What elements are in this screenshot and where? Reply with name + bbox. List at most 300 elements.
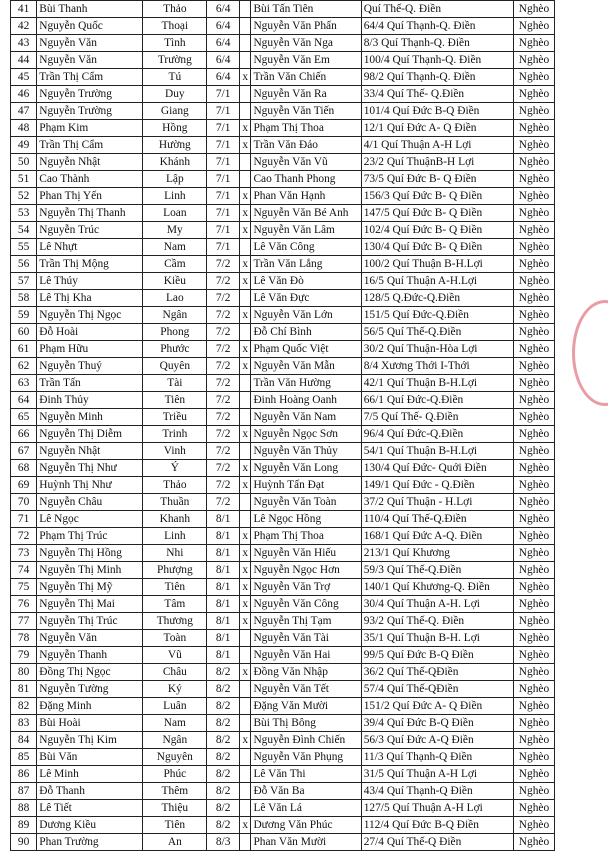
cell-parent-name: Nguyễn Ngọc Sơn xyxy=(251,426,361,443)
cell-family-name: Nguyễn Thị Hồng xyxy=(37,545,143,562)
cell-status: Nghèo xyxy=(513,239,554,256)
cell-stt: 86 xyxy=(11,766,37,783)
cell-female-mark xyxy=(239,834,251,851)
cell-family-name: Bùi Hoài xyxy=(37,715,143,732)
cell-address: 99/5 Quí Đức B-Q Điền xyxy=(361,647,513,664)
cell-class: 8/1 xyxy=(207,562,240,579)
table-row xyxy=(11,613,555,630)
cell-female-mark xyxy=(239,18,251,35)
cell-parent-name: Trần Văn Hường xyxy=(251,375,361,392)
cell-family-name: Nguyễn Văn xyxy=(37,35,143,52)
cell-female-mark: x xyxy=(239,358,251,375)
cell-class: 8/2 xyxy=(207,817,240,834)
cell-female-mark xyxy=(239,52,251,69)
cell-parent-name: Nguyễn Văn Em xyxy=(251,52,361,69)
cell-stt: 43 xyxy=(11,35,37,52)
cell-class: 7/2 xyxy=(207,358,240,375)
cell-status: Nghèo xyxy=(513,18,554,35)
cell-class: 7/2 xyxy=(207,392,240,409)
cell-stt: 79 xyxy=(11,647,37,664)
cell-status: Nghèo xyxy=(513,596,554,613)
cell-address: 42/1 Quí Thuận B-H.Lợi xyxy=(361,375,513,392)
table-row xyxy=(11,290,555,307)
cell-status: Nghèo xyxy=(513,800,554,817)
cell-parent-name: Bùi Thị Bông xyxy=(251,715,361,732)
cell-parent-name: Lê Văn Thi xyxy=(251,766,361,783)
cell-given-name: Hồng xyxy=(143,120,207,137)
cell-female-mark: x xyxy=(239,188,251,205)
cell-female-mark: x xyxy=(239,307,251,324)
cell-status: Nghèo xyxy=(513,120,554,137)
table-row xyxy=(11,749,555,766)
cell-parent-name: Nguyễn Văn Tiến xyxy=(251,103,361,120)
cell-female-mark xyxy=(239,409,251,426)
cell-family-name: Đỗ Thanh xyxy=(37,783,143,800)
cell-parent-name: Đồng Văn Nhập xyxy=(251,664,361,681)
cell-status: Nghèo xyxy=(513,766,554,783)
cell-given-name: Thiệu xyxy=(143,800,207,817)
cell-family-name: Nguyễn Thị Mỹ xyxy=(37,579,143,596)
cell-female-mark: x xyxy=(239,120,251,137)
cell-family-name: Nguyễn Nhật xyxy=(37,443,143,460)
cell-parent-name: Nguyễn Văn Công xyxy=(251,596,361,613)
cell-status: Nghèo xyxy=(513,290,554,307)
cell-family-name: Phạm Hữu xyxy=(37,341,143,358)
cell-female-mark: x xyxy=(239,273,251,290)
table-row xyxy=(11,86,555,103)
cell-stt: 60 xyxy=(11,324,37,341)
cell-class: 7/2 xyxy=(207,341,240,358)
cell-given-name: Luân xyxy=(143,698,207,715)
cell-stt: 67 xyxy=(11,443,37,460)
cell-class: 7/1 xyxy=(207,103,240,120)
cell-status: Nghèo xyxy=(513,528,554,545)
cell-class: 8/1 xyxy=(207,511,240,528)
cell-status: Nghèo xyxy=(513,613,554,630)
cell-parent-name: Nguyễn Văn Lâm xyxy=(251,222,361,239)
table-row xyxy=(11,681,555,698)
table-row xyxy=(11,69,555,86)
cell-female-mark xyxy=(239,239,251,256)
cell-parent-name: Lê Văn Đực xyxy=(251,290,361,307)
cell-address: 16/5 Quí Thuận A-H.Lợi xyxy=(361,273,513,290)
cell-address: 130/4 Quí Đức B- Q Điền xyxy=(361,239,513,256)
cell-family-name: Trần Thị Cẩm xyxy=(37,69,143,86)
cell-address: 73/5 Quí Đức B- Q Điền xyxy=(361,171,513,188)
cell-given-name: Tâm xyxy=(143,596,207,613)
cell-stt: 88 xyxy=(11,800,37,817)
cell-stt: 49 xyxy=(11,137,37,154)
cell-address: 147/5 Quí Đức B- Q Điền xyxy=(361,205,513,222)
cell-female-mark xyxy=(239,86,251,103)
table-row xyxy=(11,528,555,545)
cell-class: 6/4 xyxy=(207,18,240,35)
table-row xyxy=(11,358,555,375)
cell-female-mark xyxy=(239,766,251,783)
cell-given-name: Tình xyxy=(143,35,207,52)
cell-stt: 82 xyxy=(11,698,37,715)
cell-parent-name: Phan Văn Hạnh xyxy=(251,188,361,205)
cell-parent-name: Nguyễn Ngọc Hơn xyxy=(251,562,361,579)
cell-class: 7/2 xyxy=(207,256,240,273)
cell-status: Nghèo xyxy=(513,494,554,511)
table-row xyxy=(11,647,555,664)
cell-address: 39/4 Quí Đức B-Q Điền xyxy=(361,715,513,732)
cell-stt: 64 xyxy=(11,392,37,409)
cell-address: 12/1 Quí Đức A- Q Điền xyxy=(361,120,513,137)
cell-parent-name: Nguyễn Văn Nga xyxy=(251,35,361,52)
cell-female-mark: x xyxy=(239,460,251,477)
cell-address: 100/2 Quí Thuận B-H.Lợi xyxy=(361,256,513,273)
cell-address: 56/3 Quí Đức A-Q Điền xyxy=(361,732,513,749)
cell-family-name: Bùi Thanh xyxy=(37,1,143,18)
cell-given-name: Toàn xyxy=(143,630,207,647)
table-row xyxy=(11,783,555,800)
cell-family-name: Phan Trường xyxy=(37,834,143,851)
cell-given-name: Phước xyxy=(143,341,207,358)
cell-parent-name: Trần Văn Lắng xyxy=(251,256,361,273)
cell-female-mark xyxy=(239,35,251,52)
cell-female-mark xyxy=(239,392,251,409)
official-seal-stamp xyxy=(572,300,608,406)
cell-female-mark xyxy=(239,103,251,120)
cell-class: 8/2 xyxy=(207,698,240,715)
cell-stt: 80 xyxy=(11,664,37,681)
cell-family-name: Phạm Thị Trúc xyxy=(37,528,143,545)
cell-female-mark: x xyxy=(239,613,251,630)
cell-parent-name: Nguyễn Văn Ra xyxy=(251,86,361,103)
cell-given-name: Thương xyxy=(143,613,207,630)
cell-stt: 81 xyxy=(11,681,37,698)
cell-address: Quí Thế-Q. Điền xyxy=(361,1,513,18)
cell-family-name: Trần Tấn xyxy=(37,375,143,392)
cell-address: 7/5 Quí Thế- Q.Điền xyxy=(361,409,513,426)
cell-status: Nghèo xyxy=(513,341,554,358)
cell-stt: 85 xyxy=(11,749,37,766)
cell-class: 7/2 xyxy=(207,460,240,477)
cell-address: 151/5 Quí Đức-Q.Điền xyxy=(361,307,513,324)
cell-address: 102/4 Quí Đức B- Q Điền xyxy=(361,222,513,239)
cell-parent-name: Nguyễn Văn Vũ xyxy=(251,154,361,171)
cell-address: 140/1 Quí Khương-Q. Điền xyxy=(361,579,513,596)
cell-family-name: Nguyễn Văn xyxy=(37,630,143,647)
cell-class: 7/1 xyxy=(207,154,240,171)
table-row xyxy=(11,188,555,205)
cell-given-name: Trường xyxy=(143,52,207,69)
cell-status: Nghèo xyxy=(513,103,554,120)
cell-given-name: Linh xyxy=(143,188,207,205)
cell-class: 7/2 xyxy=(207,324,240,341)
table-row xyxy=(11,18,555,35)
cell-female-mark xyxy=(239,171,251,188)
cell-parent-name: Nguyễn Văn Toàn xyxy=(251,494,361,511)
cell-stt: 58 xyxy=(11,290,37,307)
cell-given-name: Lao xyxy=(143,290,207,307)
cell-family-name: Đặng Minh xyxy=(37,698,143,715)
cell-given-name: Tiên xyxy=(143,392,207,409)
cell-family-name: Nguyễn Trường xyxy=(37,86,143,103)
table-row xyxy=(11,494,555,511)
student-table xyxy=(10,0,555,851)
cell-stt: 45 xyxy=(11,69,37,86)
cell-status: Nghèo xyxy=(513,256,554,273)
cell-class: 6/4 xyxy=(207,52,240,69)
cell-given-name: Loan xyxy=(143,205,207,222)
cell-parent-name: Trần Văn Chiến xyxy=(251,69,361,86)
cell-class: 7/2 xyxy=(207,426,240,443)
cell-stt: 83 xyxy=(11,715,37,732)
cell-stt: 51 xyxy=(11,171,37,188)
cell-class: 7/2 xyxy=(207,443,240,460)
cell-given-name: Khanh xyxy=(143,511,207,528)
cell-female-mark xyxy=(239,647,251,664)
cell-class: 7/1 xyxy=(207,120,240,137)
cell-family-name: Lê Minh xyxy=(37,766,143,783)
cell-class: 8/2 xyxy=(207,800,240,817)
student-table-body xyxy=(11,1,555,851)
cell-female-mark: x xyxy=(239,596,251,613)
cell-stt: 61 xyxy=(11,341,37,358)
cell-parent-name: Trần Văn Đảo xyxy=(251,137,361,154)
cell-status: Nghèo xyxy=(513,86,554,103)
cell-given-name: Tú xyxy=(143,69,207,86)
cell-status: Nghèo xyxy=(513,562,554,579)
table-row xyxy=(11,511,555,528)
cell-given-name: Kiều xyxy=(143,273,207,290)
cell-class: 7/1 xyxy=(207,171,240,188)
table-row xyxy=(11,205,555,222)
cell-stt: 69 xyxy=(11,477,37,494)
cell-parent-name: Nguyễn Văn Hiếu xyxy=(251,545,361,562)
cell-female-mark: x xyxy=(239,256,251,273)
cell-status: Nghèo xyxy=(513,715,554,732)
cell-female-mark: x xyxy=(239,664,251,681)
cell-status: Nghèo xyxy=(513,1,554,18)
cell-female-mark xyxy=(239,749,251,766)
cell-parent-name: Nguyễn Văn Trợ xyxy=(251,579,361,596)
cell-stt: 57 xyxy=(11,273,37,290)
cell-address: 36/2 Quí Thế-QĐiền xyxy=(361,664,513,681)
cell-female-mark: x xyxy=(239,222,251,239)
table-row xyxy=(11,375,555,392)
cell-parent-name: Nguyễn Văn Nam xyxy=(251,409,361,426)
cell-address: 30/4 Quí Thuận A-H. Lợi xyxy=(361,596,513,613)
cell-stt: 47 xyxy=(11,103,37,120)
cell-stt: 44 xyxy=(11,52,37,69)
cell-family-name: Nguyễn Tường xyxy=(37,681,143,698)
cell-given-name: Thảo xyxy=(143,477,207,494)
cell-status: Nghèo xyxy=(513,545,554,562)
cell-given-name: Ký xyxy=(143,681,207,698)
cell-given-name: Ý xyxy=(143,460,207,477)
cell-class: 7/1 xyxy=(207,137,240,154)
cell-female-mark xyxy=(239,783,251,800)
cell-status: Nghèo xyxy=(513,630,554,647)
cell-female-mark: x xyxy=(239,205,251,222)
cell-parent-name: Nguyễn Văn Tài xyxy=(251,630,361,647)
table-row xyxy=(11,477,555,494)
table-row xyxy=(11,460,555,477)
table-row xyxy=(11,222,555,239)
cell-parent-name: Nguyễn Văn Lớn xyxy=(251,307,361,324)
cell-stt: 52 xyxy=(11,188,37,205)
cell-family-name: Nguyễn Trúc xyxy=(37,222,143,239)
cell-family-name: Nguyễn Thị Như xyxy=(37,460,143,477)
cell-class: 8/3 xyxy=(207,834,240,851)
cell-status: Nghèo xyxy=(513,681,554,698)
cell-family-name: Nguyễn Thị Kim xyxy=(37,732,143,749)
cell-family-name: Nguyễn Thị Trúc xyxy=(37,613,143,630)
table-row xyxy=(11,341,555,358)
cell-status: Nghèo xyxy=(513,137,554,154)
cell-stt: 76 xyxy=(11,596,37,613)
cell-address: 56/5 Quí Thế-Q.Điền xyxy=(361,324,513,341)
cell-female-mark: x xyxy=(239,732,251,749)
cell-parent-name: Huỳnh Tấn Đạt xyxy=(251,477,361,494)
cell-family-name: Bùi Văn xyxy=(37,749,143,766)
cell-address: 98/2 Quí Thạnh-Q. Điền xyxy=(361,69,513,86)
table-row xyxy=(11,545,555,562)
table-row xyxy=(11,120,555,137)
cell-stt: 68 xyxy=(11,460,37,477)
cell-address: 168/1 Quí Đức A-Q. Điền xyxy=(361,528,513,545)
cell-address: 149/1 Quí Đức - Q.Điền xyxy=(361,477,513,494)
cell-class: 7/2 xyxy=(207,494,240,511)
cell-parent-name: Lê Ngọc Hồng xyxy=(251,511,361,528)
cell-status: Nghèo xyxy=(513,222,554,239)
cell-female-mark xyxy=(239,443,251,460)
table-row xyxy=(11,256,555,273)
cell-status: Nghèo xyxy=(513,358,554,375)
cell-female-mark xyxy=(239,630,251,647)
cell-address: 57/4 Quí Thế-QĐiền xyxy=(361,681,513,698)
cell-address: 43/4 Quí Thạnh-Q Điền xyxy=(361,783,513,800)
cell-address: 128/5 Q.Đức-Q.Điền xyxy=(361,290,513,307)
cell-class: 7/1 xyxy=(207,188,240,205)
cell-status: Nghèo xyxy=(513,188,554,205)
cell-female-mark: x xyxy=(239,69,251,86)
cell-family-name: Nguyễn Văn xyxy=(37,52,143,69)
cell-given-name: Ngân xyxy=(143,732,207,749)
cell-family-name: Cao Thành xyxy=(37,171,143,188)
cell-class: 7/2 xyxy=(207,290,240,307)
cell-female-mark xyxy=(239,1,251,18)
cell-class: 6/4 xyxy=(207,69,240,86)
cell-class: 6/4 xyxy=(207,35,240,52)
cell-address: 151/2 Quí Đức A- Q Điền xyxy=(361,698,513,715)
table-row xyxy=(11,154,555,171)
cell-parent-name: Lê Văn Công xyxy=(251,239,361,256)
cell-family-name: Huỳnh Thị Như xyxy=(37,477,143,494)
cell-class: 8/1 xyxy=(207,647,240,664)
cell-address: 112/4 Quí Đức B-Q Điền xyxy=(361,817,513,834)
table-row xyxy=(11,239,555,256)
cell-stt: 56 xyxy=(11,256,37,273)
table-row xyxy=(11,307,555,324)
cell-family-name: Lê Tiết xyxy=(37,800,143,817)
cell-female-mark xyxy=(239,494,251,511)
cell-female-mark: x xyxy=(239,579,251,596)
cell-female-mark: x xyxy=(239,137,251,154)
cell-parent-name: Bùi Tấn Tiên xyxy=(251,1,361,18)
cell-status: Nghèo xyxy=(513,698,554,715)
cell-class: 8/2 xyxy=(207,766,240,783)
cell-given-name: Duy xyxy=(143,86,207,103)
cell-family-name: Nguyễn Trường xyxy=(37,103,143,120)
cell-address: 4/1 Quí Thuận A-H Lợi xyxy=(361,137,513,154)
cell-status: Nghèo xyxy=(513,324,554,341)
cell-address: 93/2 Quí Thế-Q. Điền xyxy=(361,613,513,630)
cell-address: 100/4 Quí Thạnh-Q. Điền xyxy=(361,52,513,69)
cell-status: Nghèo xyxy=(513,732,554,749)
cell-female-mark: x xyxy=(239,562,251,579)
cell-stt: 70 xyxy=(11,494,37,511)
table-row xyxy=(11,52,555,69)
cell-family-name: Đinh Thủy xyxy=(37,392,143,409)
cell-status: Nghèo xyxy=(513,273,554,290)
cell-address: 27/4 Quí Thế-Q Điền xyxy=(361,834,513,851)
table-row xyxy=(11,817,555,834)
table-row xyxy=(11,630,555,647)
cell-given-name: Nhi xyxy=(143,545,207,562)
cell-stt: 90 xyxy=(11,834,37,851)
cell-female-mark xyxy=(239,375,251,392)
cell-parent-name: Nguyễn Văn Tết xyxy=(251,681,361,698)
cell-parent-name: Đỗ Chí Bình xyxy=(251,324,361,341)
cell-given-name: Phong xyxy=(143,324,207,341)
cell-given-name: Lập xyxy=(143,171,207,188)
table-row xyxy=(11,273,555,290)
cell-given-name: Tài xyxy=(143,375,207,392)
cell-status: Nghèo xyxy=(513,477,554,494)
cell-status: Nghèo xyxy=(513,154,554,171)
cell-stt: 42 xyxy=(11,18,37,35)
cell-address: 213/1 Quí Khương xyxy=(361,545,513,562)
cell-given-name: Nam xyxy=(143,239,207,256)
cell-given-name: Thuần xyxy=(143,494,207,511)
cell-stt: 71 xyxy=(11,511,37,528)
cell-family-name: Lê Nhựt xyxy=(37,239,143,256)
cell-status: Nghèo xyxy=(513,443,554,460)
cell-female-mark xyxy=(239,290,251,307)
cell-given-name: Phượng xyxy=(143,562,207,579)
cell-given-name: Vinh xyxy=(143,443,207,460)
cell-family-name: Trần Thị Cẩm xyxy=(37,137,143,154)
cell-stt: 77 xyxy=(11,613,37,630)
table-row xyxy=(11,579,555,596)
cell-class: 8/2 xyxy=(207,783,240,800)
cell-given-name: My xyxy=(143,222,207,239)
cell-parent-name: Nguyễn Văn Phấn xyxy=(251,18,361,35)
cell-parent-name: Nguyễn Thị Tạm xyxy=(251,613,361,630)
cell-status: Nghèo xyxy=(513,426,554,443)
cell-given-name: Tiên xyxy=(143,817,207,834)
cell-parent-name: Lê Văn Lá xyxy=(251,800,361,817)
cell-class: 8/2 xyxy=(207,715,240,732)
cell-given-name: An xyxy=(143,834,207,851)
cell-class: 7/2 xyxy=(207,477,240,494)
cell-class: 8/2 xyxy=(207,664,240,681)
cell-given-name: Triều xyxy=(143,409,207,426)
cell-parent-name: Dương Văn Phúc xyxy=(251,817,361,834)
cell-status: Nghèo xyxy=(513,460,554,477)
cell-class: 7/1 xyxy=(207,205,240,222)
table-row xyxy=(11,392,555,409)
cell-address: 35/1 Quí Thuận B-H. Lợi xyxy=(361,630,513,647)
cell-status: Nghèo xyxy=(513,511,554,528)
table-row xyxy=(11,715,555,732)
cell-address: 64/4 Quí Thạnh-Q. Điền xyxy=(361,18,513,35)
